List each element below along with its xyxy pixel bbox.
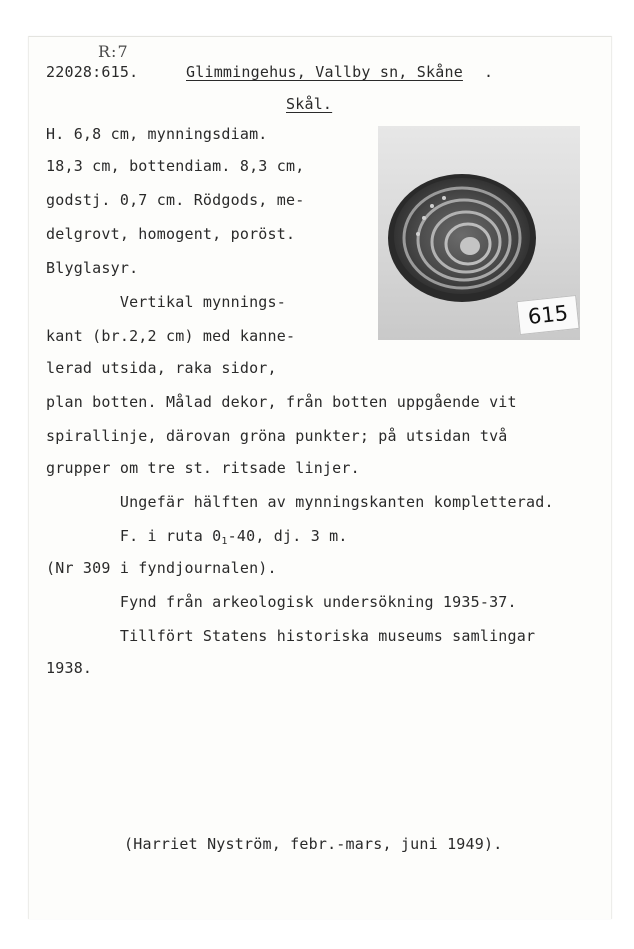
site-heading-end: . — [484, 63, 494, 81]
desc-line: delgrovt, homogent, poröst. — [46, 225, 296, 243]
desc-line: plan botten. Målad dekor, från botten uppgående vit — [46, 393, 517, 411]
desc-line: (Nr 309 i fyndjournalen). — [46, 559, 277, 577]
desc-line: H. 6,8 cm, mynningsdiam. — [46, 125, 268, 143]
desc-line: godstj. 0,7 cm. Rödgods, me- — [46, 191, 305, 209]
bowl-photo — [378, 126, 580, 340]
desc-line: Blyglasyr. — [46, 259, 139, 277]
desc-line: lerad utsida, raka sidor, — [46, 359, 277, 377]
photo-number-label: 615 — [516, 295, 579, 335]
desc-line: 18,3 cm, bottendiam. 8,3 cm, — [46, 157, 305, 175]
catalog-number: 22028:615. — [46, 63, 139, 81]
handwritten-mark: R:7 — [98, 42, 129, 61]
grid-reference: F. i ruta $0_1-40$, dj. 3 m. — [46, 527, 348, 547]
desc-line: Tillfört Statens historiska museums samlingar — [46, 627, 536, 645]
object-type: Skål. — [286, 95, 333, 113]
desc-line: Fynd från arkeologisk undersökning 1935-37. — [46, 593, 517, 611]
desc-line: Ungefär hälften av mynningskanten kompletterad. — [46, 493, 554, 511]
site-heading: Glimmingehus, Vallby sn, Skåne — [186, 63, 463, 81]
desc-line: spirallinje, därovan gröna punkter; på utsidan två — [46, 427, 508, 445]
desc-line: Vertikal mynnings- — [46, 293, 286, 311]
author-line: (Harriet Nyström, febr.-mars, juni 1949). — [124, 835, 503, 853]
desc-line: kant (br.2,2 cm) med kanne- — [46, 327, 296, 345]
desc-line: 1938. — [46, 659, 93, 677]
desc-line: grupper om tre st. ritsade linjer. — [46, 459, 360, 477]
